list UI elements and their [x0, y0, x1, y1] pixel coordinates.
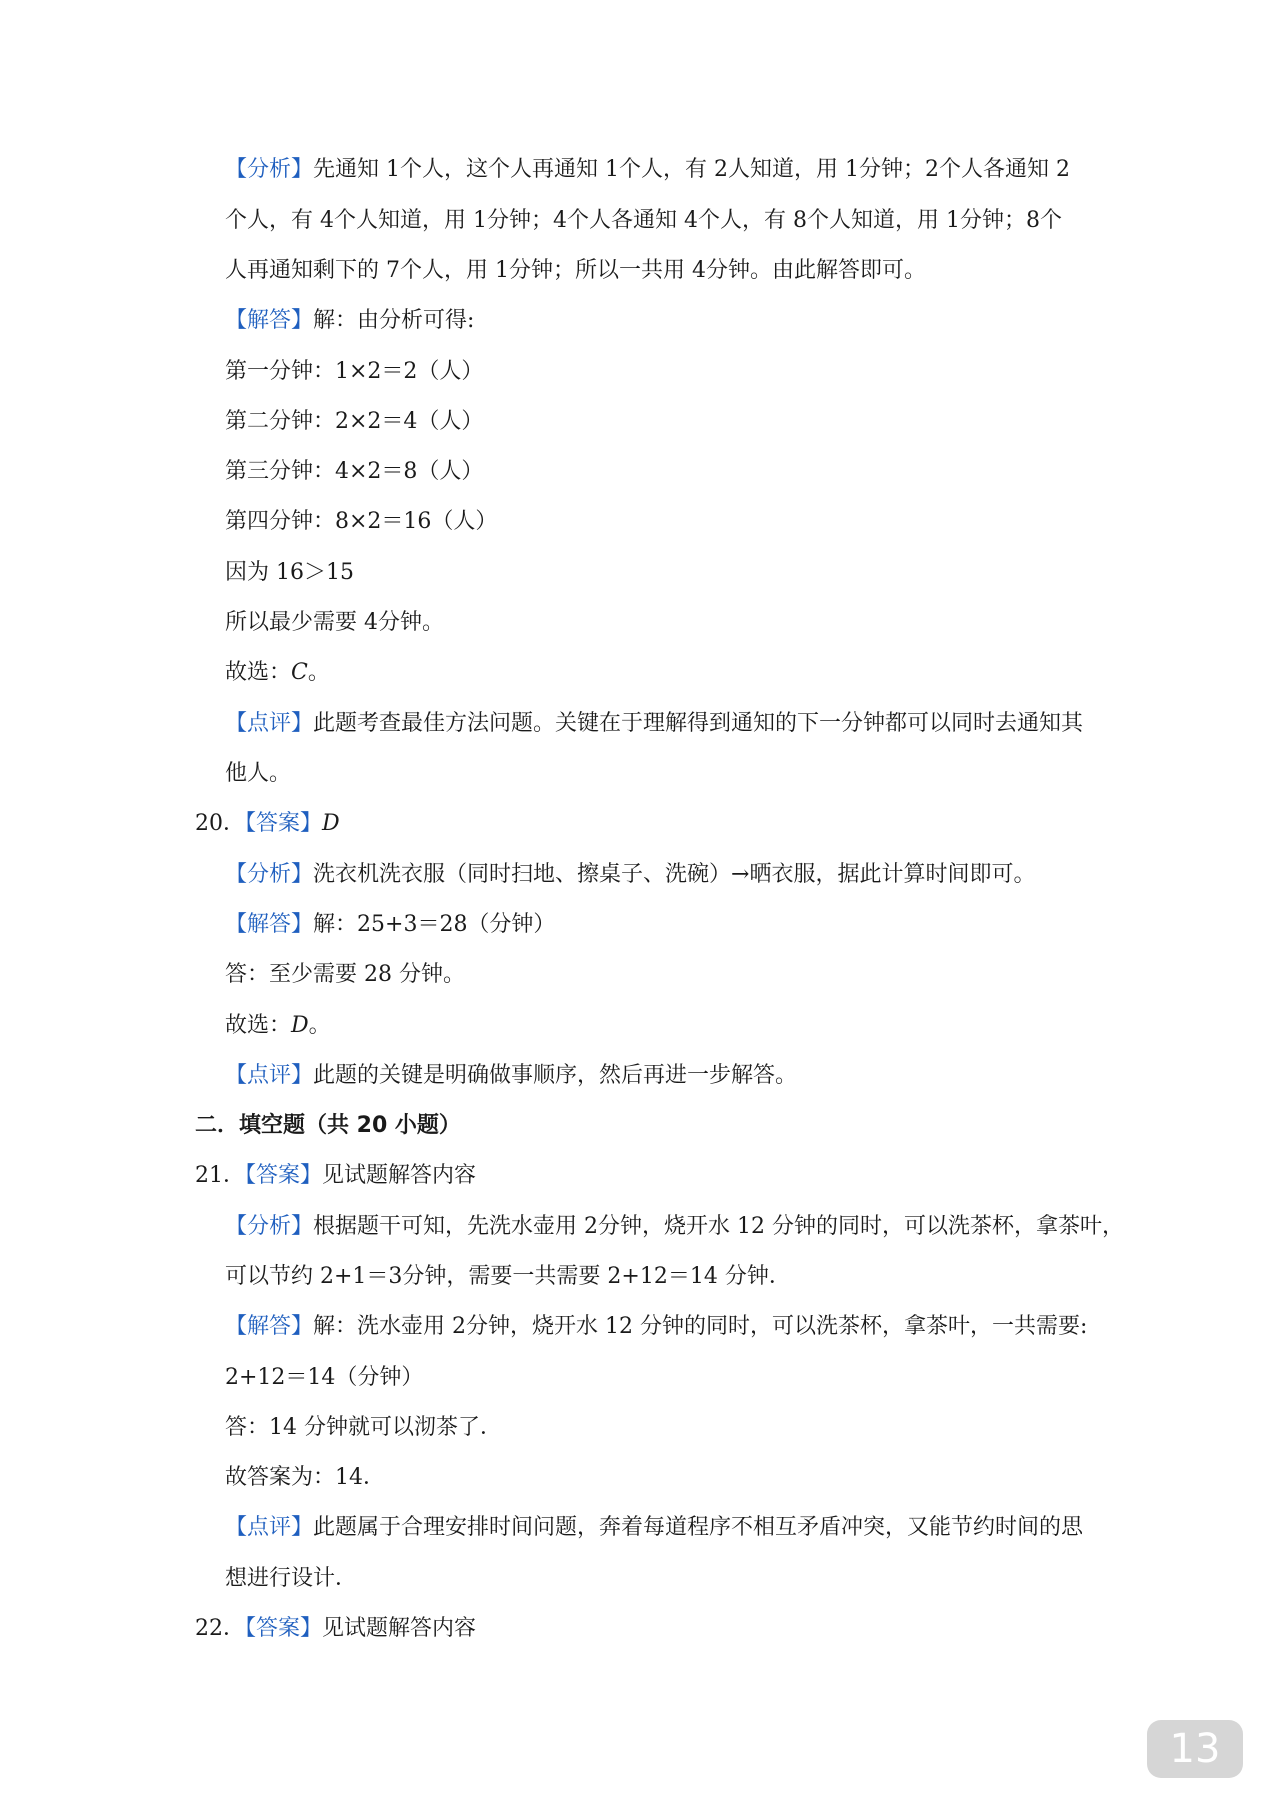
line-text: 此题考查最佳方法问题。关键在于理解得到通知的下一分钟都可以同时去通知其 — [313, 711, 1084, 736]
text-line — [225, 658, 1105, 688]
section-tag: 【分析】 — [225, 1214, 314, 1239]
section-tag: 【点评】 — [225, 711, 314, 736]
line-text: 此题的关键是明确做事顺序，然后再进一步解答。 — [313, 1063, 798, 1088]
line-text: 先通知 1个人，这个人再通知 1个人，有 2人知道，用 1分钟；2个人各通知 2 — [313, 157, 1070, 182]
question-number: 20． — [195, 811, 245, 836]
section-tag: 【答案】 — [245, 811, 323, 836]
text-line — [225, 256, 1105, 286]
line-text: 第一分钟：1×2＝2（人） — [225, 359, 484, 384]
text-line — [225, 1011, 1105, 1041]
section-tag: 【分析】 — [225, 862, 314, 887]
line-text: 故选： — [225, 1013, 292, 1038]
line-text: 答：14 分钟就可以沏茶了． — [225, 1415, 502, 1440]
text-line — [225, 709, 1105, 739]
question-number: 22． — [195, 1616, 245, 1641]
line-text: 第四分钟：8×2＝16（人） — [225, 509, 498, 534]
line-suffix: 。 — [307, 660, 330, 685]
text-line — [225, 1363, 1105, 1393]
question-number: 21． — [195, 1163, 245, 1188]
line-text: 解：洗水壶用 2分钟，烧开水 12 分钟的同时，可以洗茶杯，拿茶叶，一共需要: — [313, 1314, 1088, 1339]
text-line — [225, 407, 1105, 437]
line-text: 故答案为：14． — [225, 1465, 385, 1490]
line-text: 个人，有 4个人知道，用 1分钟；4个人各通知 4个人，有 8个人知道，用 1分钟；8个 — [225, 208, 1062, 233]
text-line — [225, 759, 1105, 789]
line-text: 所以最少需要 4分钟。 — [225, 610, 444, 635]
text-line — [225, 1061, 1105, 1091]
text-line — [225, 608, 1105, 638]
answer-choice: D — [322, 811, 340, 836]
section-tag: 【解答】 — [225, 1314, 314, 1339]
text-line — [225, 155, 1105, 185]
section-heading — [195, 1111, 1075, 1141]
line-text: 洗衣机洗衣服（同时扫地、擦桌子、洗碗）→晒衣服，据此计算时间即可。 — [313, 862, 1036, 887]
text-line — [195, 809, 1075, 839]
text-line — [225, 1564, 1105, 1594]
text-line — [225, 860, 1105, 890]
line-text: 见试题解答内容 — [322, 1616, 477, 1641]
text-line — [225, 507, 1105, 537]
text-line — [225, 1212, 1124, 1242]
line-text: 答：至少需要 28 分钟。 — [225, 962, 465, 987]
line-text: 故选： — [225, 660, 292, 685]
line-text: 因为 16＞15 — [225, 560, 354, 585]
section-tag: 【解答】 — [225, 912, 314, 937]
section-tag: 【答案】 — [245, 1163, 323, 1188]
text-line — [225, 457, 1105, 487]
section-tag: 【答案】 — [245, 1616, 323, 1641]
line-text: 此题属于合理安排时间问题，奔着每道程序不相互矛盾冲突，又能节约时间的思 — [313, 1515, 1084, 1540]
answer-choice: D — [291, 1013, 309, 1038]
page-number-badge: 13 — [1147, 1720, 1243, 1778]
text-line — [225, 1463, 1105, 1493]
text-line — [195, 1614, 1075, 1644]
section-tag: 【分析】 — [225, 157, 314, 182]
text-line — [225, 206, 1105, 236]
line-text: 见试题解答内容 — [322, 1163, 477, 1188]
text-line — [225, 306, 1105, 336]
line-text: 想进行设计． — [225, 1566, 358, 1591]
line-text: 解：25+3＝28（分钟） — [313, 912, 556, 937]
answer-choice: C — [291, 660, 308, 685]
line-text: 他人。 — [225, 761, 292, 786]
section-heading-text: 二．填空题（共 20 小题） — [195, 1113, 461, 1138]
text-line — [225, 910, 1105, 940]
line-text: 解：由分析可得: — [313, 308, 475, 333]
text-line — [225, 558, 1105, 588]
line-text: 第二分钟：2×2＝4（人） — [225, 409, 484, 434]
line-suffix: 。 — [308, 1013, 331, 1038]
text-line — [225, 357, 1105, 387]
text-line — [195, 1161, 1075, 1191]
section-tag: 【解答】 — [225, 308, 314, 333]
text-line — [225, 1413, 1105, 1443]
text-line — [225, 1262, 1105, 1292]
line-text: 可以节约 2+1＝3分钟，需要一共需要 2+12＝14 分钟． — [225, 1264, 791, 1289]
text-line — [225, 1312, 1105, 1342]
line-text: 根据题干可知，先洗水壶用 2分钟，烧开水 12 分钟的同时，可以洗茶杯，拿茶叶， — [313, 1214, 1124, 1239]
text-line — [225, 1513, 1105, 1543]
line-text: 人再通知剩下的 7个人，用 1分钟；所以一共用 4分钟。由此解答即可。 — [225, 258, 926, 283]
line-text: 2+12＝14（分钟） — [225, 1365, 424, 1390]
section-tag: 【点评】 — [225, 1515, 314, 1540]
text-line — [225, 960, 1105, 990]
line-text: 第三分钟：4×2＝8（人） — [225, 459, 484, 484]
section-tag: 【点评】 — [225, 1063, 314, 1088]
